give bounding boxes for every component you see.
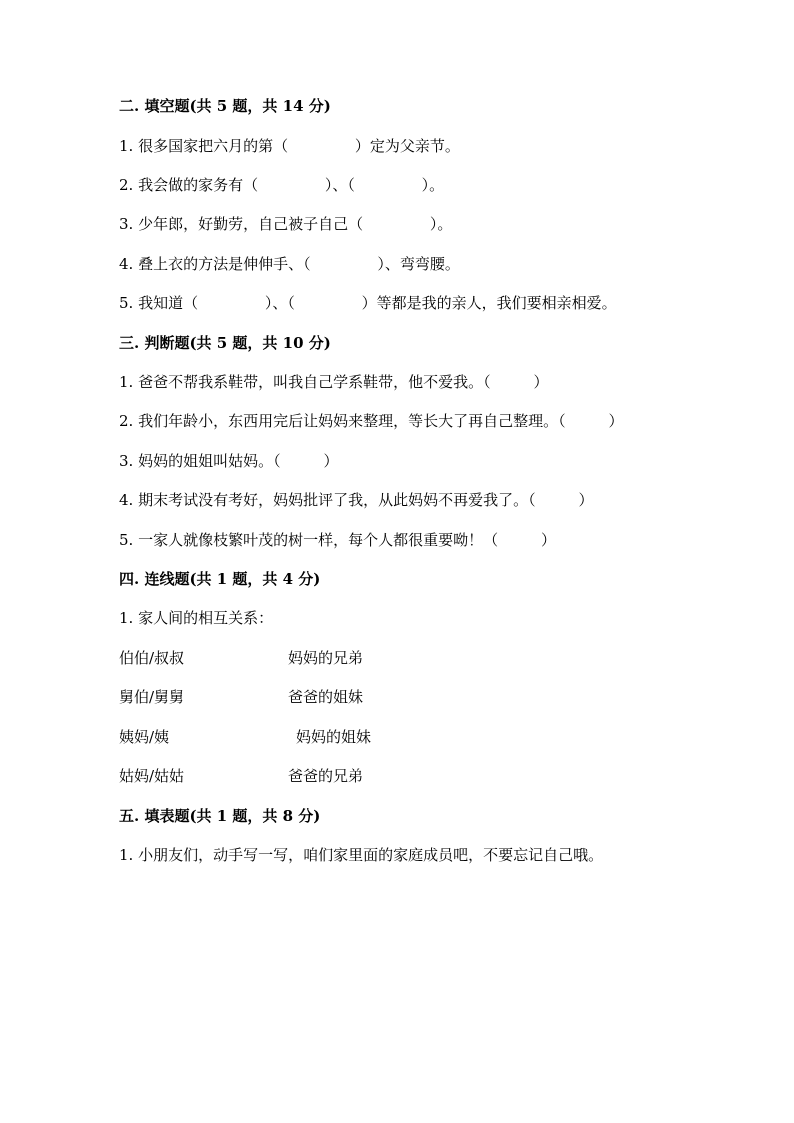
question-tf-1: 1. 爸爸不帮我系鞋带，叫我自己学系鞋带，他不爱我。（ ） xyxy=(119,373,549,391)
matching-right-item: 妈妈的兄弟 xyxy=(288,649,364,667)
question-tf-2: 2. 我们年龄小，东西用完后让妈妈来整理，等长大了再自己整理。（ ） xyxy=(119,412,624,430)
question-fill-4: 4. 叠上衣的方法是伸伸手、（ ）、弯弯腰。 xyxy=(119,255,460,273)
matching-left-item: 舅伯/舅舅 xyxy=(119,688,185,706)
question-fill-1: 1. 很多国家把六月的第（ ）定为父亲节。 xyxy=(119,137,460,155)
matching-right-item: 妈妈的姐妹 xyxy=(296,728,372,746)
question-tf-4: 4. 期末考试没有考好，妈妈批评了我，从此妈妈不再爱我了。（ ） xyxy=(119,491,594,509)
matching-left-item: 伯伯/叔叔 xyxy=(119,649,185,667)
question-fill-3: 3. 少年郎，好勤劳，自己被子自己（ ）。 xyxy=(119,215,453,233)
matching-left-item: 姑妈/姑姑 xyxy=(119,767,185,785)
question-fill-2: 2. 我会做的家务有（ ）、（ ）。 xyxy=(119,176,445,194)
question-tf-5: 5. 一家人就像枝繁叶茂的树一样，每个人都很重要呦！（ ） xyxy=(119,531,556,549)
question-table-1: 1. 小朋友们，动手写一写，咱们家里面的家庭成员吧，不要忘记自己哦。 xyxy=(119,846,604,864)
matching-left-item: 姨妈/姨 xyxy=(119,728,170,746)
matching-right-item: 爸爸的兄弟 xyxy=(288,767,364,785)
section-heading-true-false: 三. 判断题(共 5 题，共 10 分) xyxy=(119,334,331,352)
question-matching-1: 1. 家人间的相互关系： xyxy=(119,609,274,627)
section-heading-matching: 四. 连线题(共 1 题，共 4 分) xyxy=(119,570,321,588)
question-tf-3: 3. 妈妈的姐姐叫姑妈。（ ） xyxy=(119,452,339,470)
section-heading-table: 五. 填表题(共 1 题，共 8 分) xyxy=(119,807,321,825)
matching-right-item: 爸爸的姐妹 xyxy=(288,688,364,706)
section-heading-fill-blank: 二. 填空题(共 5 题，共 14 分) xyxy=(119,97,331,115)
question-fill-5: 5. 我知道（ ）、（ ）等都是我的亲人，我们要相亲相爱。 xyxy=(119,294,617,312)
